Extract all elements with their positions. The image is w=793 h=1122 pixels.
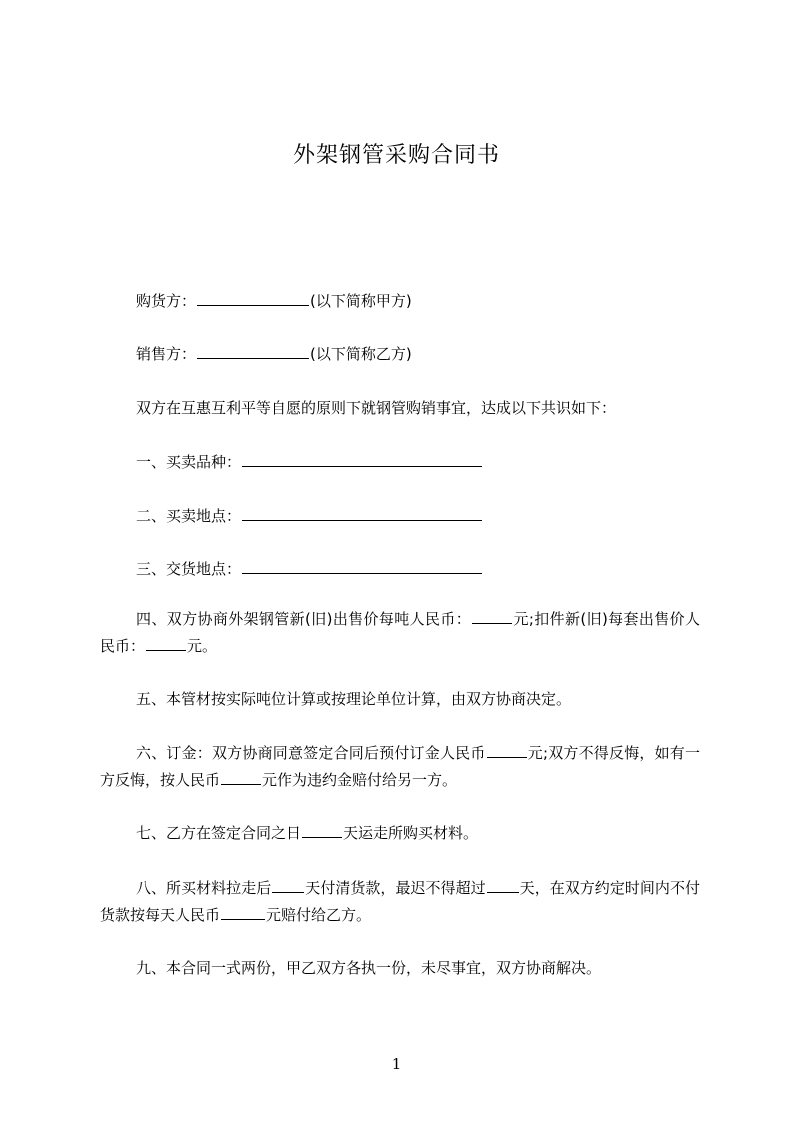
clause-7-text-a: 七、乙方在签定合同之日 xyxy=(136,824,302,842)
intro-paragraph: 双方在互惠互利平等自愿的原则下就钢管购销事宜，达成以下共识如下： xyxy=(136,399,617,417)
clause-7 xyxy=(136,822,478,844)
clause-1-blank xyxy=(242,452,482,467)
clause-4-text-a: 四、双方协商外架钢管新(旧)出售价每吨人民币： xyxy=(136,610,472,628)
clause-8-blank-c xyxy=(221,905,265,920)
page-number: 1 xyxy=(391,1055,402,1073)
clause-6-text-c: 元作为违约金赔付给另一方。 xyxy=(262,771,458,789)
clause-2-blank xyxy=(242,506,482,521)
seller-label: 销售方： xyxy=(136,345,197,363)
seller-line xyxy=(136,343,412,365)
buyer-line xyxy=(136,290,412,312)
clause-1 xyxy=(136,451,483,473)
seller-suffix: (以下简称乙方) xyxy=(310,345,412,363)
clause-7-text-b: 天运走所购买材料。 xyxy=(343,824,479,842)
buyer-suffix: (以下简称甲方) xyxy=(310,292,412,310)
clause-4-text-b: 元;扣件新(旧)每套出售价人民币： xyxy=(100,610,700,655)
clause-8 xyxy=(100,875,700,929)
clause-5: 五、本管材按实际吨位计算或按理论单位计算，由双方协商决定。 xyxy=(136,690,572,708)
clause-6-blank-b xyxy=(221,770,261,785)
clause-8-text-a: 八、所买材料拉走后 xyxy=(136,879,272,897)
clause-7-blank xyxy=(302,823,342,838)
buyer-label: 购货方： xyxy=(136,292,197,310)
clause-8-text-c: 天，在双方约定时间内不付货款按每天人民币 xyxy=(100,879,700,924)
clause-2 xyxy=(136,505,483,527)
clause-8-text-d: 元赔付给乙方。 xyxy=(266,906,372,924)
clause-4-blank-b xyxy=(146,636,186,651)
clause-8-text-b: 天付清货款，最迟不得超过 xyxy=(305,879,486,897)
buyer-blank xyxy=(197,291,309,306)
clause-6 xyxy=(100,740,700,794)
clause-2-label: 二、买卖地点： xyxy=(136,507,242,525)
document-title: 外架钢管采购合同书 xyxy=(292,143,500,168)
clause-4 xyxy=(100,606,700,660)
clause-6-text-a: 六、订金：双方协商同意签定合同后预付订金人民币 xyxy=(136,744,486,762)
clause-4-text-c: 元。 xyxy=(187,637,218,655)
clause-6-blank-a xyxy=(487,743,527,758)
seller-blank xyxy=(197,344,309,359)
clause-1-label: 一、买卖品种： xyxy=(136,453,242,471)
clause-8-blank-b xyxy=(487,878,519,893)
clause-6-text-b: 元;双方不得反悔，如有一方反悔，按人民币 xyxy=(100,744,700,789)
clause-3-label: 三、交货地点： xyxy=(136,560,242,578)
clause-9: 九、本合同一式两份，甲乙双方各执一份，未尽事宜，双方协商解决。 xyxy=(136,959,602,977)
clause-3 xyxy=(136,558,483,580)
clause-3-blank xyxy=(242,559,482,574)
clause-4-blank-a xyxy=(472,609,512,624)
clause-8-blank-a xyxy=(272,878,304,893)
